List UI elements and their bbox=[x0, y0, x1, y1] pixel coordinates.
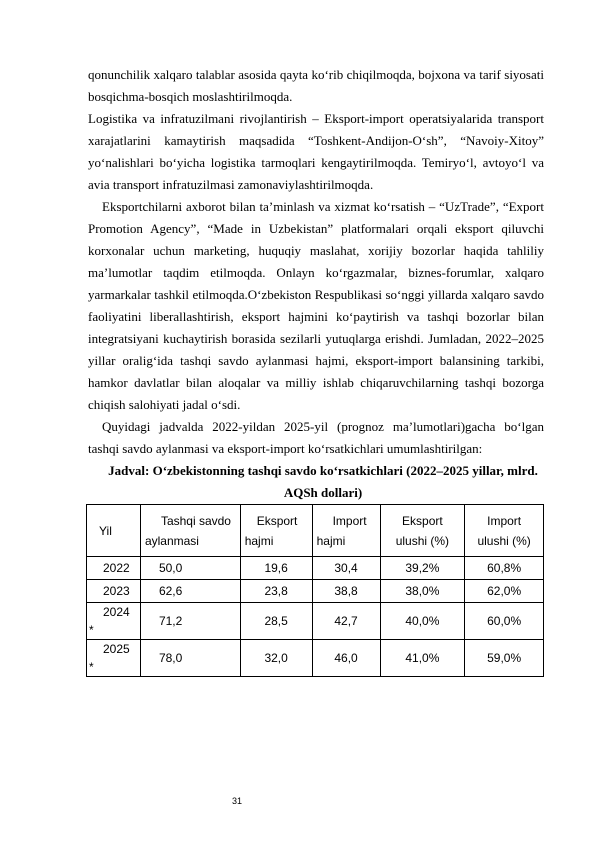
cell-export-share: 38,0% bbox=[380, 580, 465, 603]
cell-export: 32,0 bbox=[240, 640, 312, 677]
cell-export: 23,8 bbox=[240, 580, 312, 603]
cell-turnover: 62,6 bbox=[140, 580, 240, 603]
header-import: Import hajmi bbox=[312, 505, 380, 557]
header-export-share: Eksport ulushi (%) bbox=[380, 505, 465, 557]
paragraph-1: qonunchilik xalqaro talablar asosida qayta ko‘rib chiqilmoqda, bojxona va tarif siyosati bosqichma-bosqich moslashtirilmoqda. bbox=[88, 67, 544, 104]
cell-import: 46,0 bbox=[312, 640, 380, 677]
cell-import-share: 59,0% bbox=[465, 640, 544, 677]
cell-import-share: 60,0% bbox=[465, 603, 544, 640]
cell-export-share: 40,0% bbox=[380, 603, 465, 640]
cell-import: 42,7 bbox=[312, 603, 380, 640]
header-import-share: Import ulushi (%) bbox=[465, 505, 544, 557]
cell-year: 2025 * bbox=[87, 640, 141, 677]
cell-turnover: 71,2 bbox=[140, 603, 240, 640]
cell-year: 2024 * bbox=[87, 603, 141, 640]
table-header-row bbox=[87, 505, 544, 557]
document-page bbox=[88, 64, 544, 677]
cell-export-share: 41,0% bbox=[380, 640, 465, 677]
table-caption: Jadval: O‘zbekistonning tashqi savdo ko‘rsatkichlari (2022–2025 yillar, mlrd. AQSh dollari) bbox=[108, 463, 538, 500]
page-number: 31 bbox=[232, 796, 243, 806]
table-row bbox=[87, 603, 544, 640]
header-yil: Yil bbox=[87, 505, 141, 557]
paragraph-2: Logistika va infratuzilmani rivojlantirish – Eksport-import operatsiyalarida transport xarajatlarini kamaytirish maqsadida “Toshkent-Andijon-O‘sh”, “Navoiy-Xitoy” yo‘nalishlari bo‘yicha logistika tarmoqlari kengaytirilmoqda. Temiryo‘l, avtoyo‘l va avia transport infratuzilmasi zamonaviylashtirilmoqda. bbox=[88, 111, 544, 192]
cell-import: 30,4 bbox=[312, 557, 380, 580]
paragraph-4: Quyidagi jadvalda 2022-yildan 2025-yil (prognoz ma’lumotlari)gacha bo‘lgan tashqi savdo aylanmasi va eksport-import ko‘rsatkichlari umumlashtirilgan: bbox=[88, 419, 544, 456]
cell-year: 2022 bbox=[87, 557, 141, 580]
cell-import: 38,8 bbox=[312, 580, 380, 603]
header-turnover: Tashqi savdo aylanmasi bbox=[140, 505, 240, 557]
cell-export: 19,6 bbox=[240, 557, 312, 580]
paragraph-3: Eksportchilarni axborot bilan ta’minlash va xizmat ko‘rsatish – “UzTrade”, “Export Promotion Agency”, “Made in Uzbekistan” platformalari orqali eksport qiluvchi korxonalar uchun marketing, huquqiy maslahat, xorijiy bozorlar haqida tahliliy ma’lumotlar taqdim etilmoqda. Onlayn ko‘rgazmalar, biznes-forumlar, xalqaro yarmarkalar tashkil etilmoqda.O‘zbekiston Respublikasi so‘nggi yillarda xalqaro savdo faoliyatini liberallashtirish, eksport hajmini ko‘paytirish va tashqi bozorlar bilan integratsiyani kuchaytirish borasida sezilarli yutuqlarga erishdi. Jumladan, 2022–2025 yillar oralig‘ida tashqi savdo aylanmasi hajmi, eksport-import balansining tarkibi, hamkor davlatlar bilan aloqalar va milliy ishlab chiqaruvchilarning tashqi bozorga chiqish salohiyati jadal o‘sdi. bbox=[88, 199, 544, 412]
header-export: Eksport hajmi bbox=[240, 505, 312, 557]
cell-import-share: 60,8% bbox=[465, 557, 544, 580]
cell-year: 2023 bbox=[87, 580, 141, 603]
cell-export: 28,5 bbox=[240, 603, 312, 640]
cell-turnover: 78,0 bbox=[140, 640, 240, 677]
table-row bbox=[87, 580, 544, 603]
cell-turnover: 50,0 bbox=[140, 557, 240, 580]
cell-import-share: 62,0% bbox=[465, 580, 544, 603]
table-row bbox=[87, 557, 544, 580]
cell-export-share: 39,2% bbox=[380, 557, 465, 580]
trade-table bbox=[86, 504, 544, 677]
table-row bbox=[87, 640, 544, 677]
